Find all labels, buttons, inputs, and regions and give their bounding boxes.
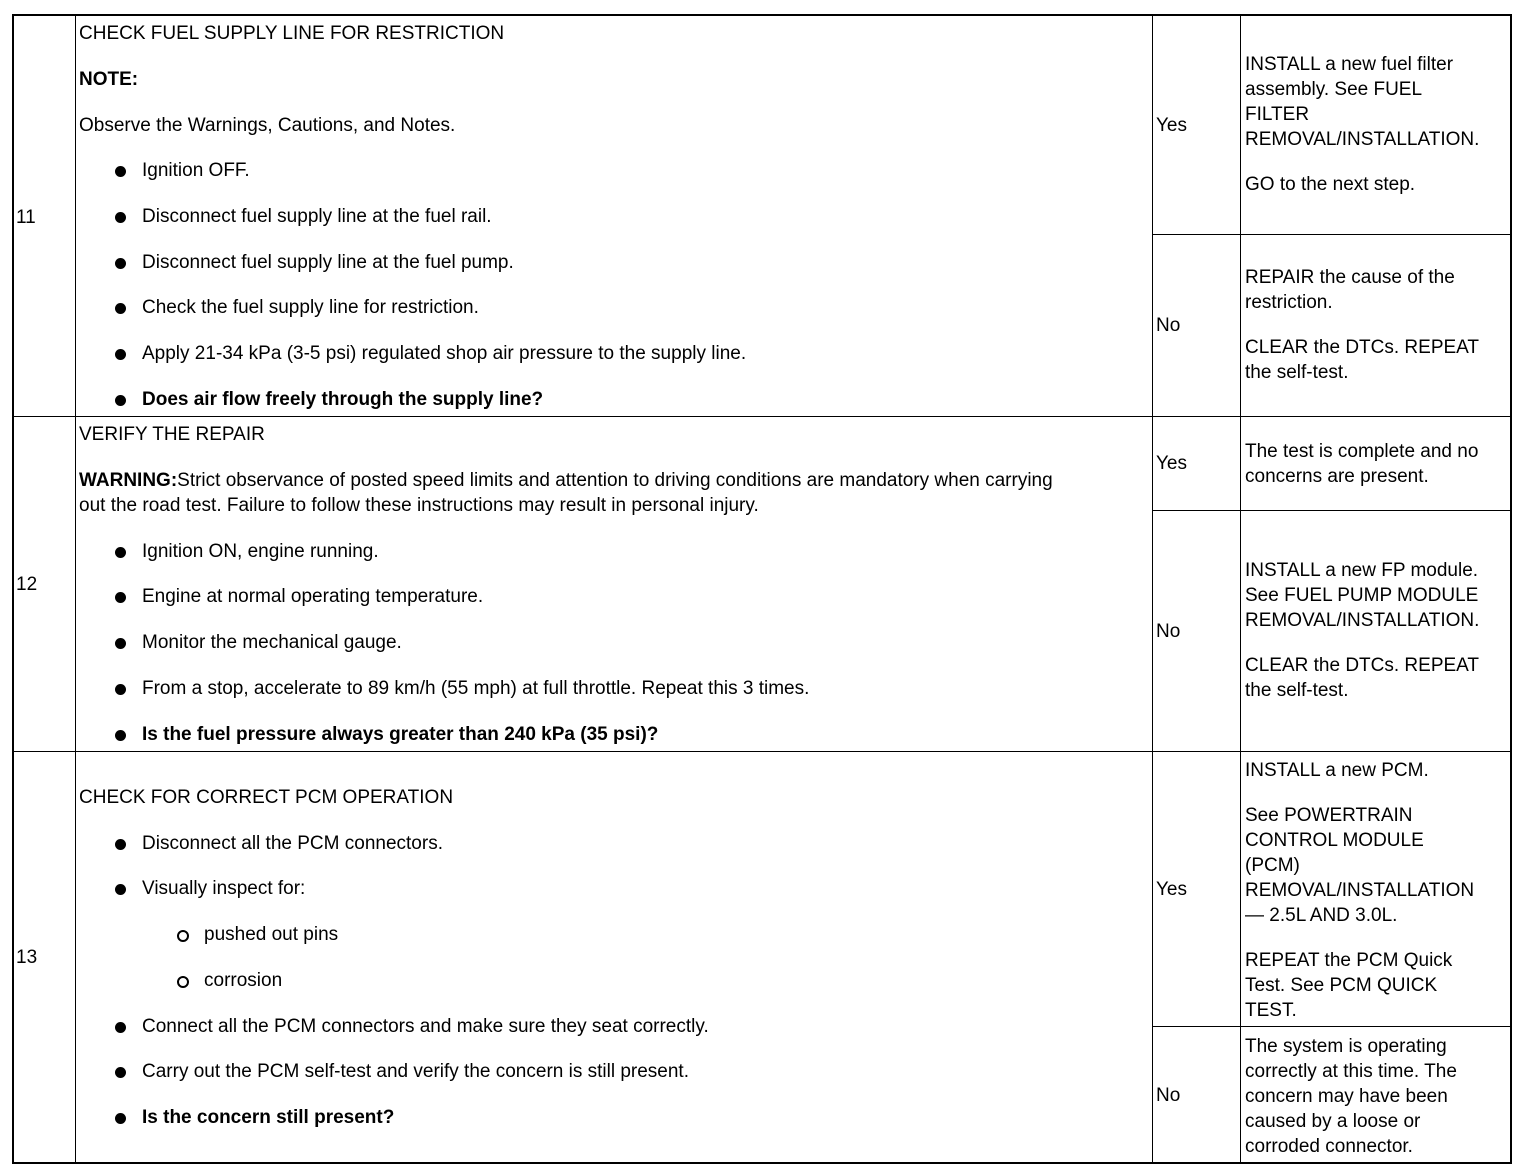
warning-label: WARNING:: [79, 470, 178, 491]
step-12-bullet: From a stop, accelerate to 89 km/h (55 mph) at full throttle. Repeat this 3 times.: [142, 678, 810, 699]
step-13-number: 13: [16, 947, 38, 968]
sub-bullet-icon: [177, 930, 189, 942]
action-next-step: GO to the next step.: [1245, 174, 1416, 195]
step-13-title: CHECK FOR CORRECT PCM OPERATION: [79, 787, 454, 808]
bullet-icon: [115, 1022, 126, 1033]
step-12-no-label: No: [1156, 621, 1181, 642]
action-line: concern may have been: [1245, 1086, 1448, 1107]
action-line: (PCM): [1245, 855, 1300, 876]
action-line: INSTALL a new FP module.: [1245, 560, 1479, 581]
col-divider-action: [1240, 16, 1241, 1162]
row-divider-11-12: [14, 416, 1510, 417]
row11-yes-no-divider: [1152, 234, 1510, 235]
step-13-bullet: Connect all the PCM connectors and make sure they seat correctly.: [142, 1016, 709, 1037]
step-12-number: 12: [16, 574, 38, 595]
action-line: — 2.5L AND 3.0L.: [1245, 905, 1398, 926]
step-11-yes-label: Yes: [1156, 115, 1187, 136]
action-line: concerns are present.: [1245, 466, 1429, 487]
step-13-yes-action: [1245, 758, 1474, 1023]
action-line: the self-test.: [1245, 680, 1349, 701]
action-line: REMOVAL/INSTALLATION.: [1245, 610, 1480, 631]
step-13-bullet: Disconnect all the PCM connectors.: [142, 833, 443, 854]
action-line: the self-test.: [1245, 362, 1349, 383]
step-12-yes-action: [1245, 439, 1478, 489]
action-line: REMOVAL/INSTALLATION: [1245, 880, 1475, 901]
bullet-icon: [115, 884, 126, 895]
step-13-no-label: No: [1156, 1085, 1181, 1106]
bullet-icon: [115, 395, 126, 406]
step-13-yes-label: Yes: [1156, 879, 1187, 900]
step-12-yes-label: Yes: [1156, 453, 1187, 474]
step-12-warning-line1: [79, 469, 1053, 493]
step-12-bullet: Ignition ON, engine running.: [142, 541, 379, 562]
action-line: REPEAT the PCM Quick: [1245, 950, 1453, 971]
bullet-icon: [115, 547, 126, 558]
step-13-sub-bullet: corrosion: [204, 970, 283, 991]
action-line: INSTALL a new PCM.: [1245, 760, 1429, 781]
step-11-bullet: Ignition OFF.: [142, 160, 250, 181]
bullet-icon: [115, 349, 126, 360]
step-11-title: CHECK FUEL SUPPLY LINE FOR RESTRICTION: [79, 23, 505, 44]
bullet-icon: [115, 166, 126, 177]
step-11-bullet: Check the fuel supply line for restriction.: [142, 297, 479, 318]
col-divider-result: [1152, 16, 1153, 1162]
step-11-number: 11: [16, 207, 36, 228]
step-13-bullet: Visually inspect for:: [142, 878, 306, 899]
step-13-bullet: Carry out the PCM self-test and verify the concern is still present.: [142, 1061, 689, 1082]
sub-bullet-icon: [177, 976, 189, 988]
step-13-question: Is the concern still present?: [142, 1107, 395, 1128]
step-11-note-label: NOTE:: [79, 69, 139, 90]
step-11-yes-action: [1245, 52, 1479, 197]
bullet-icon: [115, 730, 126, 741]
step-13-no-action: [1245, 1034, 1457, 1159]
action-line: INSTALL a new fuel filter: [1245, 54, 1454, 75]
row13-yes-no-divider: [1152, 1026, 1510, 1027]
action-line: caused by a loose or: [1245, 1111, 1421, 1132]
step-12-bullet: Engine at normal operating temperature.: [142, 586, 484, 607]
bullet-icon: [115, 684, 126, 695]
bullet-icon: [115, 592, 126, 603]
step-11-question: Does air flow freely through the supply line?: [142, 389, 544, 410]
step-12-warning-line2: out the road test. Failure to follow these instructions may result in personal injury.: [79, 495, 759, 516]
action-line: See POWERTRAIN: [1245, 805, 1413, 826]
bullet-icon: [115, 638, 126, 649]
warning-text: Strict observance of posted speed limits and attention to driving conditions are mandatory when carrying: [177, 470, 1053, 491]
action-line: The test is complete and no: [1245, 441, 1479, 462]
step-11-bullet: Disconnect fuel supply line at the fuel pump.: [142, 252, 514, 273]
row12-yes-no-divider: [1152, 510, 1510, 511]
action-line: See FUEL PUMP MODULE: [1245, 585, 1479, 606]
bullet-icon: [115, 1067, 126, 1078]
action-line: assembly. See FUEL: [1245, 79, 1423, 100]
action-line: restriction.: [1245, 292, 1333, 313]
col-divider-number: [75, 16, 76, 1162]
step-11-bullet: Apply 21-34 kPa (3-5 psi) regulated shop air pressure to the supply line.: [142, 343, 747, 364]
step-12-bullet: Monitor the mechanical gauge.: [142, 632, 402, 653]
action-line: The system is operating: [1245, 1036, 1447, 1057]
row-divider-12-13: [14, 751, 1510, 752]
action-line: CONTROL MODULE: [1245, 830, 1424, 851]
bullet-icon: [115, 212, 126, 223]
action-line: CLEAR the DTCs. REPEAT: [1245, 655, 1480, 676]
action-line: REPAIR the cause of the: [1245, 267, 1455, 288]
step-13-sub-bullet: pushed out pins: [204, 924, 339, 945]
step-11-no-action: [1245, 265, 1479, 385]
bullet-icon: [115, 839, 126, 850]
step-11-note-text: Observe the Warnings, Cautions, and Notes.: [79, 115, 456, 136]
bullet-icon: [115, 1113, 126, 1124]
action-line: CLEAR the DTCs. REPEAT: [1245, 337, 1480, 358]
action-line: correctly at this time. The: [1245, 1061, 1457, 1082]
action-line: TEST.: [1245, 1000, 1297, 1021]
step-12-no-action: [1245, 558, 1479, 703]
step-12-question: Is the fuel pressure always greater than 240 kPa (35 psi)?: [142, 724, 659, 745]
bullet-icon: [115, 303, 126, 314]
step-11-bullet: Disconnect fuel supply line at the fuel rail.: [142, 206, 492, 227]
action-line: corroded connector.: [1245, 1136, 1413, 1157]
action-line: REMOVAL/INSTALLATION.: [1245, 129, 1480, 150]
action-line: Test. See PCM QUICK: [1245, 975, 1438, 996]
step-11-no-label: No: [1156, 315, 1181, 336]
bullet-icon: [115, 258, 126, 269]
action-line: FILTER: [1245, 104, 1310, 125]
step-12-title: VERIFY THE REPAIR: [79, 424, 265, 445]
